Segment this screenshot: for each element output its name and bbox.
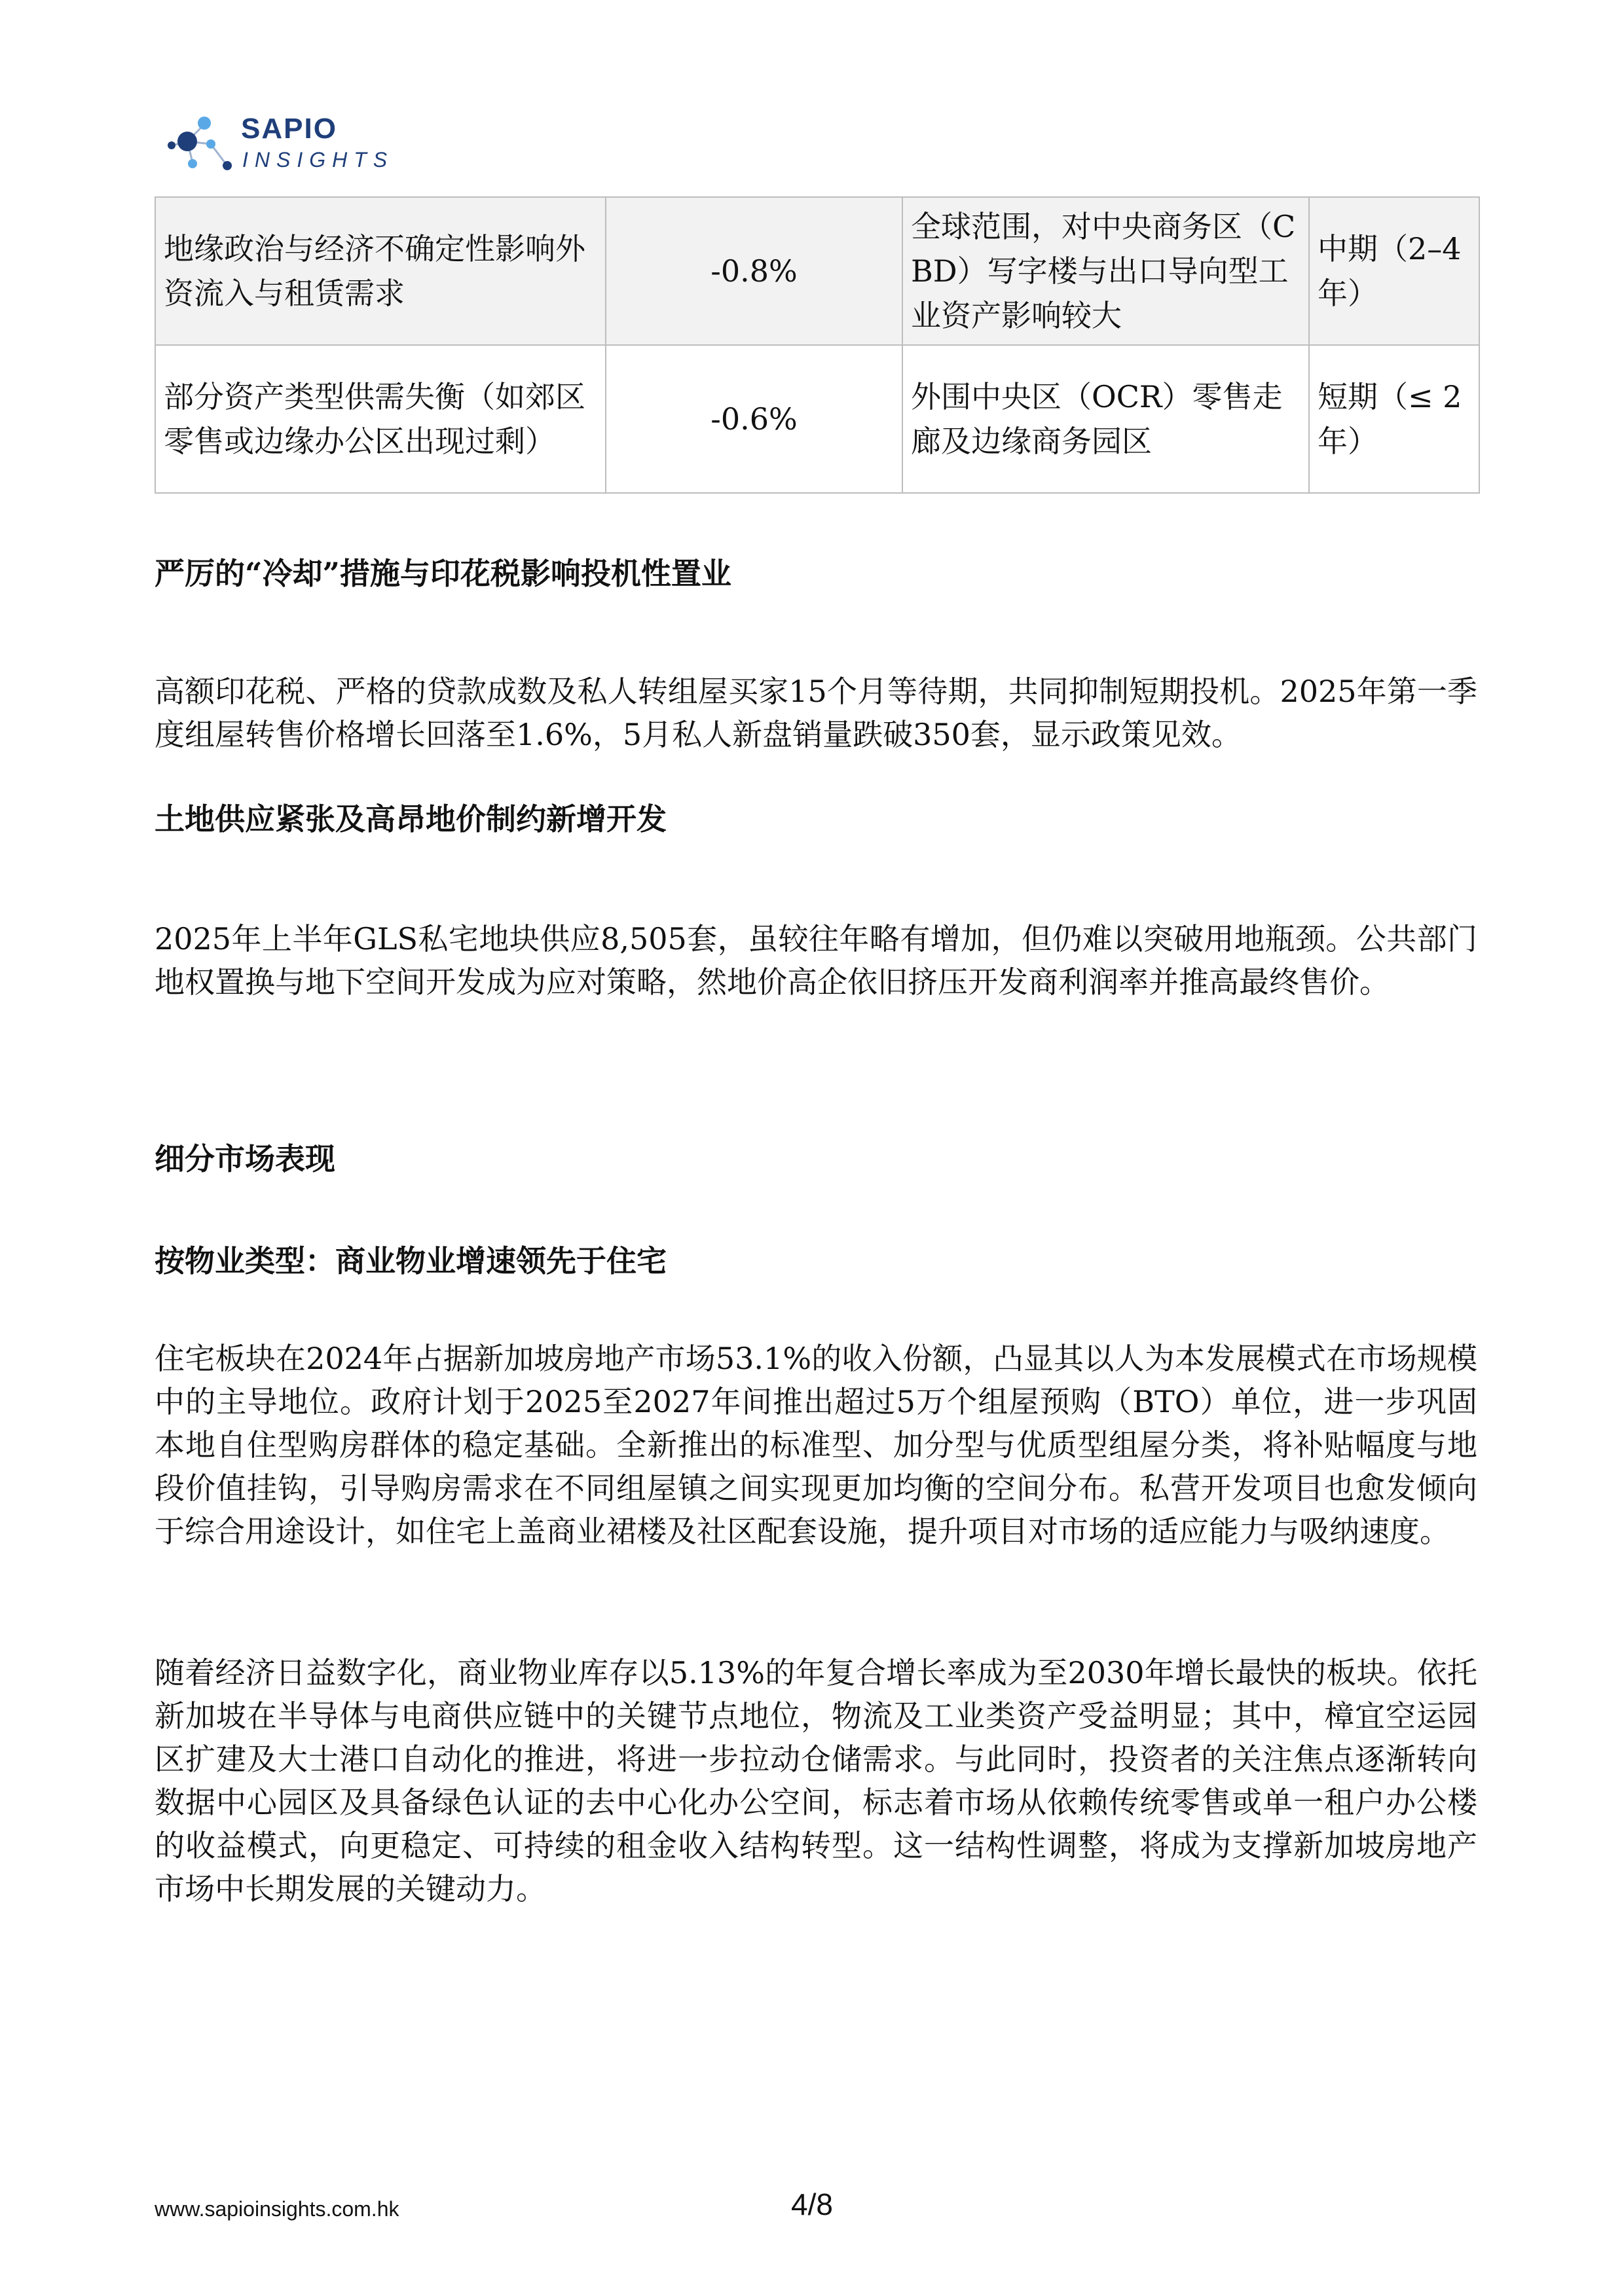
logo-sub-text: INSIGHTS — [242, 148, 394, 172]
sapio-insights-logo — [164, 105, 439, 183]
molecule-logo-icon — [164, 105, 237, 183]
scope-cell: 外围中央区（OCR）零售走廊及边缘商务园区 — [902, 345, 1309, 493]
factor-cell: 地缘政治与经济不确定性影响外资流入与租赁需求 — [155, 197, 606, 345]
factor-cell: 部分资产类型供需失衡（如郊区零售或边缘办公区出现过剩） — [155, 345, 606, 493]
footer-website-url: www.sapioinsights.com.hk — [155, 2197, 399, 2221]
scope-cell: 全球范围，对中央商务区（CBD）写字楼与出口导向型工业资产影响较大 — [902, 197, 1309, 345]
paragraph-cooling-measures: 高额印花税、严格的贷款成数及私人转组屋买家15个月等待期，共同抑制短期投机。2025年第一季度组屋转售价格增长回落至1.6%，5月私人新盘销量跌破350套，显示政策见效。 — [155, 674, 1477, 752]
table-row — [155, 197, 1479, 345]
section-heading-segment-performance: 细分市场表现 — [155, 1141, 335, 1176]
footer-page-number: 4/8 — [791, 2187, 833, 2221]
impact-cell: -0.6% — [606, 345, 902, 493]
section-heading-property-type: 按物业类型：商业物业增速领先于住宅 — [155, 1243, 667, 1279]
table-row — [155, 345, 1479, 493]
paragraph-land-supply: 2025年上半年GLS私宅地块供应8,505套，虽较往年略有增加，但仍难以突破用地瓶颈。公共部门地权置换与地下空间开发成为应对策略，然地价高企依旧挤压开发商利润率并推高最终售价。 — [155, 921, 1477, 1000]
paragraph-residential-sector: 住宅板块在2024年占据新加坡房地产市场53.1%的收入份额，凸显其以人为本发展模式在市场规模中的主导地位。政府计划于2025至2027年间推出超过5万个组屋预购（BTO）单位，进一步巩固本地自住型购房群体的稳定基础。全新推出的标准型、加分型与优质型组屋分类，将补贴幅度与地段价值挂钩，引导购房需求在不同组屋镇之间实现更加均衡的空间分布。私营开发项目也愈发倾向于综合用途设计，如住宅上盖商业裙楼及社区配套设施，提升项目对市场的适应能力与吸纳速度。 — [155, 1341, 1477, 1549]
impact-cell: -0.8% — [606, 197, 902, 345]
logo-brand-text: SAPIO — [241, 113, 337, 145]
section-heading-cooling-measures: 严厉的“冷却”措施与印花税影响投机性置业 — [155, 556, 731, 591]
risk-factor-table — [155, 196, 1480, 494]
horizon-cell: 短期（≤ 2年） — [1309, 345, 1479, 493]
horizon-cell: 中期（2–4年） — [1309, 197, 1479, 345]
paragraph-commercial-sector: 随着经济日益数字化，商业物业库存以5.13%的年复合增长率成为至2030年增长最快的板块。依托新加坡在半导体与电商供应链中的关键节点地位，物流及工业类资产受益明显；其中，樟宜空运园区扩建及大士港口自动化的推进，将进一步拉动仓储需求。与此同时，投资者的关注焦点逐渐转向数据中心园区及具备绿色认证的去中心化办公空间，标志着市场从依赖传统零售或单一租户办公楼的收益模式，向更稳定、可持续的租金收入结构转型。这一结构性调整，将成为支撑新加坡房地产市场中长期发展的关键动力。 — [155, 1655, 1477, 1906]
section-heading-land-supply: 土地供应紧张及高昂地价制约新增开发 — [155, 801, 667, 837]
